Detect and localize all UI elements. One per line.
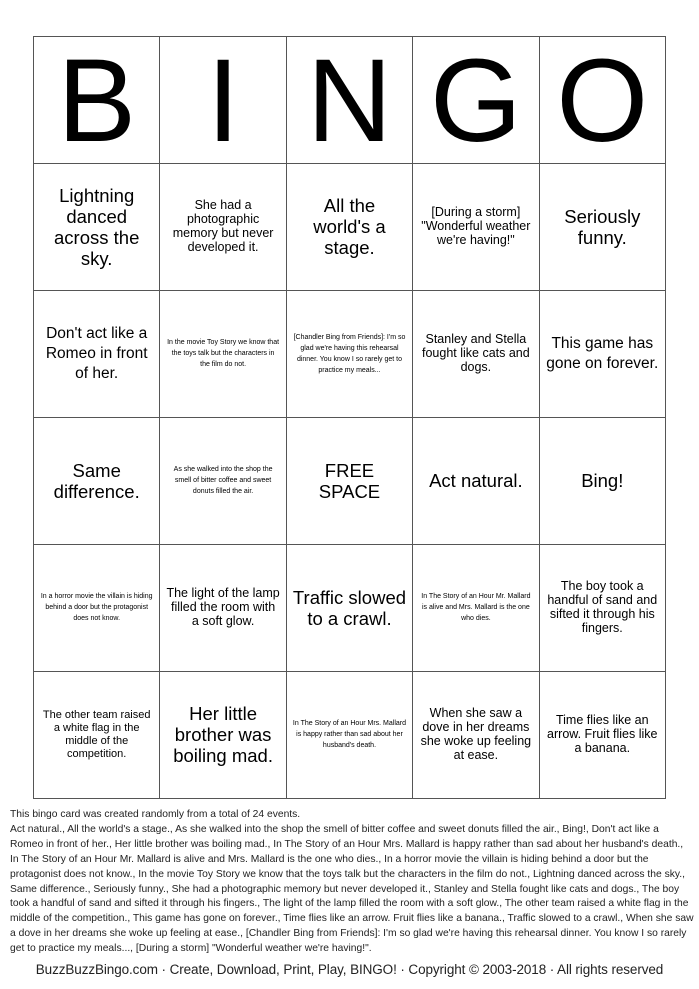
bingo-cell [160,545,286,672]
cell-text: [During a storm] "Wonderful weather we're having!" [421,205,531,247]
header-letter: B [57,36,137,164]
header-letter: N [306,36,393,164]
bingo-header-row [34,37,666,164]
cell-text: The boy took a handful of sand and sifted it through his fingers. [547,579,658,635]
bingo-cell [413,418,539,545]
bingo-cell [34,418,160,545]
bingo-cell [160,164,286,291]
header-cell-b [34,37,160,164]
cell-text: When she saw a dove in her dreams she woke up feeling at ease. [420,706,532,762]
cell-text: She had a photographic memory but never developed it. [172,198,274,254]
cell-text: Her little brother was boiling mad. [173,703,273,766]
bingo-cell [286,545,412,672]
cell-text: Bing! [581,470,624,491]
bingo-cell [413,291,539,418]
free-space-label: FREE SPACE [318,459,381,502]
cell-text: Time flies like an arrow. Fruit flies like a banana. [547,713,658,755]
cell-text: In the movie Toy Story we know that the toys talk but the characters in the film do not. [167,339,280,368]
cell-text: Act natural. [429,470,523,491]
bingo-cell [34,291,160,418]
cell-text: All the world's a stage. [313,195,386,258]
cell-text: Seriously funny. [564,205,641,248]
header-cell-g [413,37,539,164]
bingo-row-2 [34,291,666,418]
bingo-cell [539,672,665,799]
bingo-cell [539,291,665,418]
bingo-cell [413,545,539,672]
bingo-cell [539,545,665,672]
bingo-row-4 [34,545,666,672]
header-cell-n [286,37,412,164]
bingo-cell [286,291,412,418]
card-summary: This bingo card was created randomly from a total of 24 events. [10,809,301,820]
bingo-cell [286,672,412,799]
site-credit: BuzzBuzzBingo.com · Create, Download, Print, Play, BINGO! · Copyright © 2003-2018 · All rights reserved [35,962,664,977]
header-cell-i [160,37,286,164]
cell-text: Don't act like a Romeo in front of her. [45,325,148,382]
header-letter: I [206,36,240,164]
cell-text: Lightning danced across the sky. [54,184,140,269]
bingo-cell [413,164,539,291]
bingo-row-5 [34,672,666,799]
cell-text: This game has gone on forever. [546,335,659,372]
events-list: Act natural., All the world's a stage., As she walked into the shop the smell of bitter coffee and sweet donuts filled the air., Bing!, Don't act like a Romeo in front of her., Her little brother was boiling mad., In The Story of an Hour Mrs. Mallard is happy rather than sad about her husband's death., In The Story of an Hour Mr. Mallard is alive and Mrs. Mallard is the one who dies., In a horror movie the villain is hiding behind a door but the protagonist does not know., In the movie Toy Story we know that the toys talk but the characters in the film do not., Lightning danced across the sky., Same difference., Seriously funny., She had a photographic memory but never developed it., Stanley and Stella fought like cats and dogs., The boy took a handful of sand and sifted it through his fingers., The light of the lamp filled the room with a soft glow., The other team raised a white flag in the middle of the competition., This game has gone on forever., Time flies like an arrow. Fruit flies like a banana., Traffic slowed to a crawl., When she saw a dove in her dreams she woke up feeling at ease., [Chandler Bing from Friends]: I'm so glad we're having this rehearsal dinner. You know I so rarely get to practice my meals..., [During a storm] "Wonderful weather we're having!". [10,823,694,955]
header-cell-o [539,37,665,164]
card-info [10,808,694,957]
cell-text: In a horror movie the villain is hiding behind a door but the protagonist does not know. [40,593,153,622]
cell-text: In The Story of an Hour Mrs. Mallard is happy rather than sad about her husband's death. [292,720,407,749]
bingo-cell [413,672,539,799]
header-letter: O [556,36,649,164]
bingo-cell [160,418,286,545]
cell-text: Traffic slowed to a crawl. [292,586,407,629]
bingo-cell [160,291,286,418]
bingo-cell [34,164,160,291]
bingo-cell [539,164,665,291]
bingo-cell [34,545,160,672]
bingo-cell [160,672,286,799]
cell-text: [Chandler Bing from Friends]: I'm so glad we're having this rehearsal dinner. You know I so rarely get to practice my meals... [293,333,406,374]
bingo-card [33,36,666,799]
bingo-cell [286,164,412,291]
cell-text: The light of the lamp filled the room with a soft glow. [166,586,280,628]
cell-text: Same difference. [53,459,140,502]
cell-text: The other team raised a white flag in the middle of the competition. [42,708,151,760]
header-letter: G [429,36,522,164]
free-space-cell [286,418,412,545]
cell-text: Stanley and Stella fought like cats and dogs. [422,332,530,374]
bingo-cell [539,418,665,545]
bingo-row-3 [34,418,666,545]
cell-text: In The Story of an Hour Mr. Mallard is alive and Mrs. Mallard is the one who dies. [421,593,531,622]
cell-text: As she walked into the shop the smell of bitter coffee and sweet donuts filled the air. [173,466,273,495]
bingo-cell [34,672,160,799]
bingo-row-1 [34,164,666,291]
